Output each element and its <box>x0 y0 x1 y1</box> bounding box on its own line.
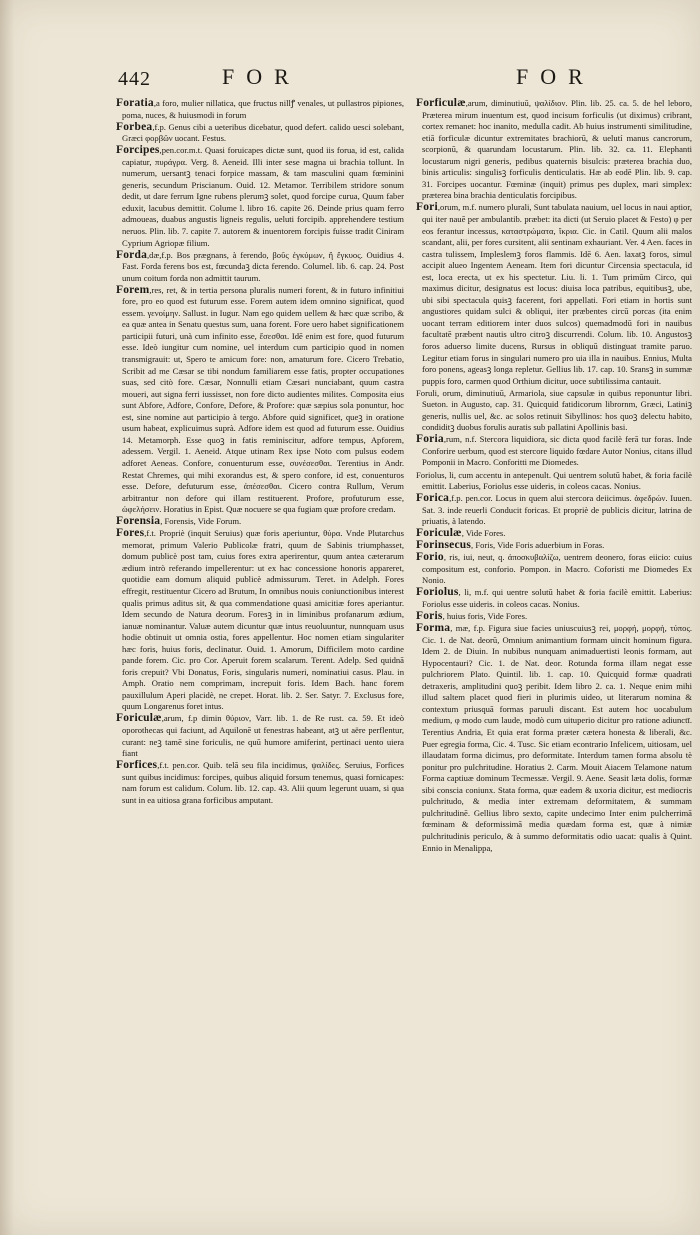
dictionary-entry <box>116 516 404 528</box>
entry-text: ,f.t. Propriè (inquit Seruius) quæ foris aperiuntur, θύρα. Vnde Plutarchus memorat, primum Valerio Publicolæ fratri, quum de Sabinis triumphasset, domum publicè post tam, cuius fores extra aperirentur, quum antea cæterarum ædium intrò referando impellerentur: ut ex hac concessione honoris appareret, quotidie eam domum aliquid publicè admissurum. Teret. in Adelph. Fores effregit, restituentur Cicero ad Brutum, In omnibus nouis coniunctionibus interest qualis primus aditus sit, & qua commendatione quasi amicitiæ fores aperiantur. Idem secundo de Natura deorum. Foresꝫ in in liminibus profanarum ædium, ianuæ nominantur. Valuæ autem dicuntur quæ intus reuoluuntur, nunnquam usus hodie obtinuit ut omnia ostia, fores appellentur. Hoc nomen etiam singulariter hæc foris, huius foris, declinatur. Ouid. 1. Amorum, Difficilem moto cardine pande forem. Cic. pro Cor. Aperuit forem scalarum. Terent. Adelp. Sed quidnā foris crepuit? Vbi Donatus, Foris, singularis numeri, nominatiui casus. Plau. in Amph. Oratio nem comprimam, increpuit foris. Idem Bach. hanc forem pauxillulum Aperi placidè, ne crepet. Horat. lib. 2. Ser. Satyr. 7. Exclusus fore, quum Longarenus foret intus. <box>122 528 404 712</box>
entry-text: Foriolus, li, cum accentu in antepenult. Qui uentrem solutū habet, & foria facilè emittit. Laberius, Foriolus esse uideris, in coleos cacas. Nonius. <box>416 469 692 492</box>
entry-headword: Forio <box>416 551 444 564</box>
entry-headword: Forinsecus <box>416 539 472 552</box>
entry-text: Foruli, orum, diminutiuū, Armariola, siue capsulæ in quibus reponuntur libri. Sueton. in Augusto, cap. 31. Quicquid fatidicorum librornm, Græci, Latiniꝫ generis, nullis uel, &c. ac solos retinuit Sibyllinos: hos quoꝫ delectu habito, condiditꝫ duobus forulis auratis sub pallatini Apollinis basi. <box>416 387 692 433</box>
dictionary-entry <box>416 623 692 854</box>
entry-headword: Foriculæ <box>416 527 462 540</box>
dictionary-entry <box>416 540 692 552</box>
entry-headword: Forcipes <box>116 144 160 157</box>
dictionary-entry <box>416 528 692 540</box>
entry-headword: Forensia <box>116 515 161 528</box>
entry-headword: Forfices <box>116 759 158 772</box>
entry-headword: Foriculæ <box>116 712 162 725</box>
dictionary-entry <box>416 611 692 623</box>
dictionary-entry <box>116 528 404 713</box>
dictionary-entry <box>116 145 404 249</box>
entry-text: ,arum, diminutiuū, ψαλίδιον. Plin. lib. 25. ca. 5. de hel leboro, Præterea mirum inuentum est, quod incisum forficulis (ut diximus) cribrant, cortex remanet: hoc inanito, medulla cadit. Ab huius instrumenti similitudine, etiā forficulæ dicuntur extremitates brachiorū, & uelutí manus cancrorum, scorpionū, & quarundam locustarum. Plin. lib. 32. ca. 11. Elephanti locustarum nigri generis, pedibus quaternis bisulcis: præterea brachia duo, binis articulis: singulisꝫ forficulis denticulatis. Hæ ab eodē Plin. lib. 9. cap. 31. Forcipes uocantur. Fœminæ (inquit) primus pes duplex, mari simplex: præterea bina brachia denticulatis forcipibus. <box>422 98 692 201</box>
entry-text: , Foris, Vide Foris aduerbium in Foras. <box>471 540 605 551</box>
dictionary-entry <box>416 98 692 202</box>
entry-text: , li, m.f. qui uentre solutū habet & foria facilè emittit. Laberius: Foriolus esse uideris. in coleos cacas. Nonius. <box>422 587 692 610</box>
entry-text: ,f.p. Genus cibi a ueteribus dicebatur, quod defert. calido uesci solebant, Græci φορβῶν uocant. Festus. <box>122 121 404 144</box>
entry-text: , huius foris, Vide Fores. <box>442 611 528 622</box>
entry-text: ,a foro, mulier nillatica, que fructus nillꝭ venales, ut pullastros pipiones, poma, nuces, & huiusmodi in forum <box>122 98 404 120</box>
dictionary-entry <box>116 98 404 121</box>
entry-text: , Forensis, Vide Forum. <box>160 516 242 527</box>
entry-headword: Foratia <box>116 98 154 109</box>
dictionary-entry <box>116 713 404 759</box>
dictionary-entry <box>416 202 692 387</box>
dictionary-entry <box>116 760 404 806</box>
entry-headword: Forbea <box>116 120 153 133</box>
dictionary-entry <box>416 552 692 587</box>
binding-shadow <box>0 0 14 1235</box>
dictionary-entry <box>416 388 692 434</box>
entry-text: ,pen.cor.m.t. Quasi foruicapes dictæ sunt, quod iis forua, id est, calida capiatur, πυράγρα. Verg. 8. Aeneid. Illi inter sese magna ui brachia tollunt. In numerum, uersantꝫ tenaci forpice massam, & tam masculini quam fœminini generis, secundum Priscianum. Ouid. 12. Metamor. Terribilem stridore sonum dedit, ut dare ferrum Igne rubens plerumꝫ solet, quod forcipe curua, Quum faber eduxit, lacubus demittit. Colume l. libro 16. capite 26. Deinde prius quam ferro admoueas, duabus angustis ligneis regulis, ueluti forcipib. apprehendere testium neruos. Plin. lib. 7. capite 7. autorem & inuentorem forcipis fuisse tradit Ciniram Cyprium Agriopæ filium. <box>122 145 404 248</box>
dictionary-entry <box>116 122 404 145</box>
entry-headword: Forica <box>416 492 450 505</box>
entry-text: ,res, ret, & in tertia persona pluralis numeri forent, & in futuro infinitiui fore, pro eo quod est futurum esse. Forem autem idem omnino significat, quod essem. γενοίμην. Sallust. in Iugur. Nam ego quidem uellem & hæc quæ scribo, & ea quæ antea in Senatu questus sum, uana forent. Fore uero habet significationem participii futuri, unà cum infinito esse, ἔσεσθαι. Idē enim est fore, quod futurum esse. Ideò iungitur cum nomine, uel interdum cum participio quod in nomen transmigrauit: ut, Spero te amicum fore: non, amaturum fore. Cicero Trebatio, Scribit ad me Cæsar se tibi nondum familiarem esse fatis, propter occupationes suas, sed citò fore. Cæsar, Nonnulli etiam Cæsari nunciabant, quum castra moueri, aut signa ferri iussisset, non fore dicto audientes milites. Composita eius sunt Abfore, Adfore, Confore, Defore, & Profore: quæ sæpius sola ponuntur, hoc est, sine nomine aut participio à tergo. Abfore quid significet, queꝫ in oratione usum habeat, explicuimus suprà. Adfore idem est quod ad futurum esse. Ouidius 14. Metamorph. Esse quoꝫ in fatis reminiscitur, adfore tempus, Apforem, adessem. Vergil. 1. Aeneid. Atque utinam Rex ipse Noto com pulsus eodem adforet Aeneas. Confore, conuenturum esse, συνέσεσθαι. Terentius in Andr. Restat Chremes, qui mihi exorandus est, & spero confore, id est, conuenturos esse. Defore, defuturum esse, ἀπέσεσθαι. Cicero contra Rullum, Verum arbitrantur non defore qui illam restituerent. Profore, profuturum esse, ὠφελήσειν. Horatius in Epist. Quæ nocuere se qua fugiam quæ profore credam. <box>122 284 404 515</box>
entry-headword: Foris <box>416 610 443 623</box>
entry-text: ,f.t. pen.cor. Quib. telā seu fila incidimus, ψαλίδες. Seruius, Forfices sunt quibus incidimus: forcipes, quibus aliquid forsum tenemus, quasi fornicapes: nam forum est calidum. Colum. lib. 12. cap. 43. Alii quum legerunt uuam, si qua sunt in ea uitiosa grana forficibus amputant. <box>122 760 404 805</box>
entry-headword: Fori <box>416 201 438 214</box>
dictionary-entry <box>116 250 404 285</box>
entry-headword: Foriolus <box>416 586 459 599</box>
entry-text: , mæ, f.p. Figura siue facies uniuscuiusꝫ rei, μορφή, μορφὴ, τύπος. Cic. 1. de Nat. deorū, Omnium animantium formam uincit hominum figura. Idem 2. de Diuin. In nubibus nunquam animaduertisti leonis formam, aut Hypocentauri? Cic. 1. de Nat. deor. Rotunda forma illam negat esse pulchriorem Plato. Quintil. lib. 1. cap. 10. Quicquid formæ quadrati detraxeris, amplitudini quoꝫ peribit. Idem libro 2. ca. 1. Neque enim mihi illud saltem placet quod fieri in plurimis uideo, ut literarum nomina & contextum priusquā formas paruuli discant. Est autem hoc uocabulum medium, φ modo cum laude, modò cum uituperio dicitur pro ratione adiunctī. Terentius Andria, Et quia erat forma præter cætera honesta & liberali, &c. Puer egregia forma, Cic. 4. Tusc. Sic etiam econtrario Infelicem, uitiosam, uel illaudatam forma dicimus, pro deformitate. Interdum tamen forma absolu tè ponitur pro pulchritudine. Horatius 2. Carm. Mouit Aiacem Telamone natum Forma captiuæ dominum Tecmessæ. Vergil. 9. Aene. Seasit læta dolis, formæ sibi conscia coniunx. Stata forma, quæ eadem & uxoria dicitur, est mediocris pulchritudo, & media inter extremam deformitatem, & summam pulchritudinē. Gellius libro sexto, capite undecimo Inter enim pulcherrimā fœminam & deformissimā media quædam forma est, quæ à nimiæ pulchritudinis periculo, & à summo deformitatis odio uacat: qualis à Quint. Ennio in Menalippa, <box>422 623 692 853</box>
entry-text: ,dæ,f.p. Bos prægnans, à ferendo, βοῦς ἐγκύμων, ἢ ἔγκυος. Ouidius 4. Fast. Forda ferens bos est, fœcundaꝫ dicta ferendo. Columel. lib. 6. cap. 24. Post unum coitum forda non admittit taurum. <box>122 249 404 283</box>
entry-text: ,arum, f.p dimin θύριον, Varr. lib. 1. de Re rust. ca. 59. Et ideò oporothecas qui faciunt, ad Aquilonē ut fenestras habeant, atꝫ ut aëre perflentur, curant: neꝫ tamē sine foriculis, ne quū humore amiferint, pertinaci uento uiera fiant <box>122 713 404 759</box>
entry-headword: Fores <box>116 527 145 540</box>
dictionary-entry <box>416 587 692 610</box>
dictionary-entry <box>416 493 692 528</box>
page-number: 442 <box>118 68 151 90</box>
entry-text: ,orum, m.f. numero plurali, Sunt tabulata nauium, uel locus in naui aptior, qui iter nauē per ambulantib. præbet: ita dicti (ut Seruio placet & Festo) φ per eos ferantur incessus, καταστρώματα, ἴκρια. Cic. in Catil. Quum alii malos scandant, alii, per fores cursitent, alii sentinam exhauriant. Ver. 4 Aen. faces in castra tulissem, Impleslemꝫ foros flammis. Idē 6. Aen. laxatꝫ foros, simul accipit alueo Ingentem Aeneam. Item fori dicuntur Circensia spectacula, id est, loca erecta, ut ex his spectetur. Liu. li. 1. Tum primūm Circo, qui maximus dicitur, designatus est locus: diuisa loca patribus, equitibusꝫ, ube, ubi sibi spectacula quisꝫ facerent, fori appellati. Fori etiam in hortis sunt angustiores quidam sulci & obliqui, iter præbentes circū porcas (ita enim uocant terram editiorem inter duos sulcos) quemadmodū fori in nauibus facultatē præbent nautis ultro citroꝫ discurrendi. Colum. lib. 10. Angustosꝫ foros aduerso limite ducens, Rursus in obliquū distinguat tramite paruo. Legitur etiam forus in singulari numero pro uia illa in nauibus. Ennius, Multa foro ponens, ageasꝫ longa repletur. Gellius lib. 17. cap. 10. Sransꝫ in summæ puppis foro, carmen quod Orthium dicitur, uoce subtilissima cantauit. <box>422 202 692 386</box>
running-header <box>0 62 700 98</box>
entry-text: ,f.p. pen.cor. Locus in quem alui stercora deiicimus. ἀφεδρών. Iuuen. Sat. 3. inde reuerli Conducit foricas. Et propriè de publicis dicitur, latrina de priuatis, à latendo. <box>422 493 692 527</box>
entry-headword: Forficulæ <box>416 98 466 109</box>
dictionary-entry <box>416 434 692 469</box>
right-column <box>416 98 692 1208</box>
left-column <box>116 98 404 1208</box>
entry-text: ,rum, n.f. Stercora liquidiora, sic dicta quod facilè ferā tur foras. Inde Conforire uerbum, quod est stercore liquido fœdare Autor Nonius, citans illud Pomponii in Macro. Conforitti me Diomedes. <box>422 434 692 468</box>
left-running-title: FOR <box>222 64 301 89</box>
entry-headword: Forem <box>116 283 150 296</box>
dictionary-entry <box>116 285 404 516</box>
right-running-title: FOR <box>516 64 595 89</box>
entry-text: , Vide Fores. <box>461 528 506 539</box>
dictionary-entry <box>416 470 692 493</box>
entry-headword: Forma <box>416 622 451 635</box>
entry-text: , ris, iui, neut, q. ἀποσκυβαλίζω, uentrem deonero, foras eiicio: cuius compositum est, conforio. Pompon. in Macro. Coforisti me Diomedes Ex Nonio. <box>422 552 692 586</box>
entry-headword: Forda <box>116 248 148 261</box>
entry-headword: Foria <box>416 433 444 446</box>
